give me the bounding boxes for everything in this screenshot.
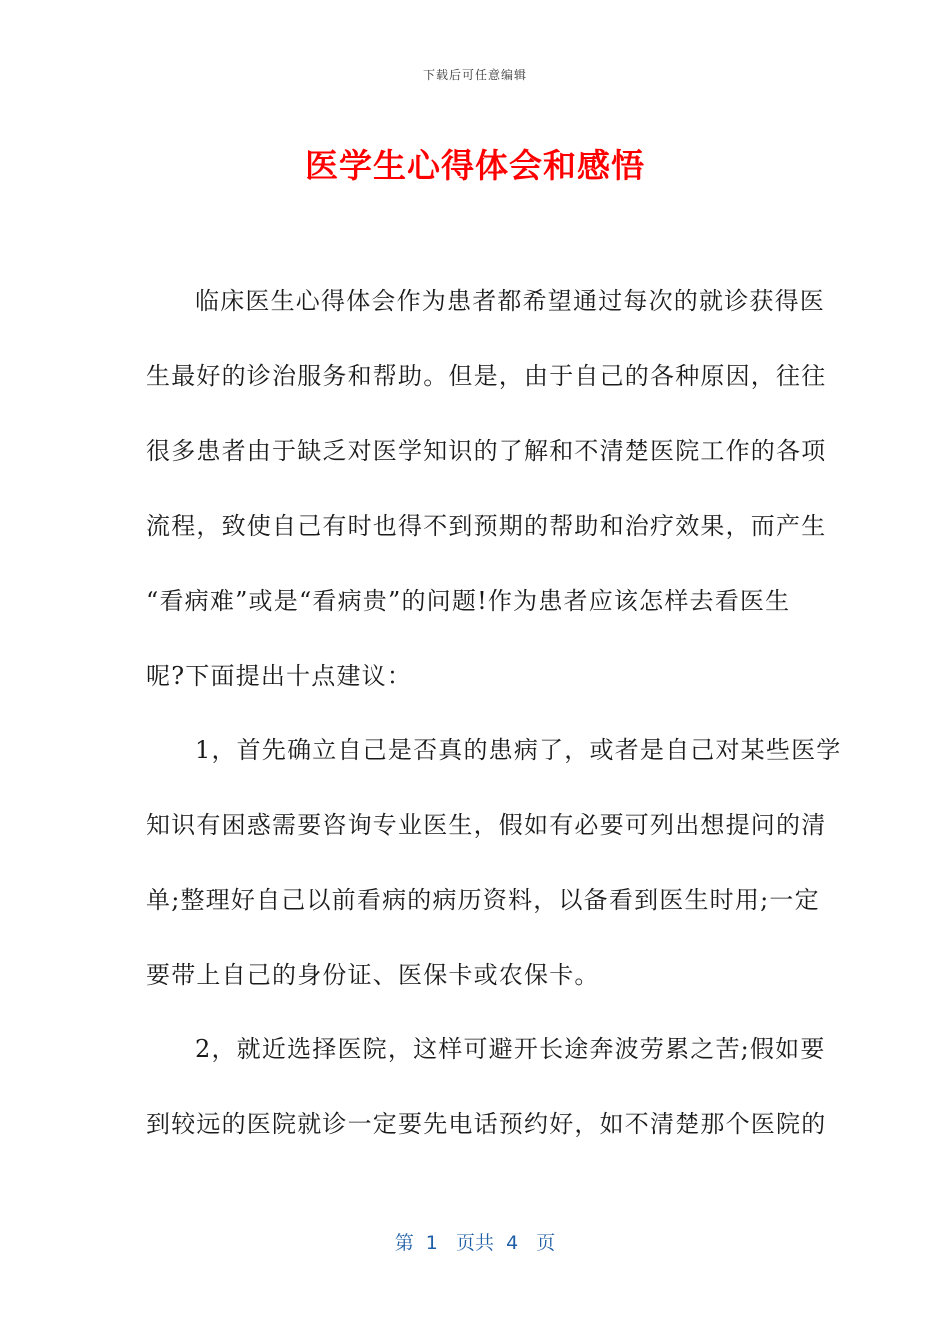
body-line-8: 知识有困惑需要咨询专业医生，假如有必要可列出想提问的清 [146,811,827,839]
body-line-10: 要带上自己的身份证、医保卡或农保卡。 [146,961,600,989]
body-line-4: 流程，致使自己有时也得不到预期的帮助和治疗效果，而产生 [146,512,827,540]
body-line-7: 1，首先确立自己是否真的患病了，或者是自己对某些医学 [195,736,842,764]
body-line-3: 很多患者由于缺乏对医学知识的了解和不清楚医院工作的各项 [146,437,827,465]
document-title: 医学生心得体会和感悟 [305,146,645,185]
page-footer: 第 1 页共 4 页 [394,1232,556,1254]
body-line-12: 到较远的医院就诊一定要先电话预约好，如不清楚那个医院的 [146,1110,827,1138]
body-line-2: 生最好的诊治服务和帮助。但是，由于自己的各种原因，往往 [146,362,827,390]
body-line-11: 2，就近选择医院，这样可避开长途奔波劳累之苦;假如要 [195,1035,826,1063]
header-note: 下载后可任意编辑 [422,68,527,82]
body-line-9: 单;整理好自己以前看病的病历资料，以备看到医生时用;一定 [146,886,820,914]
body-line-6: 呢?下面提出十点建议： [146,662,413,690]
body-line-1: 临床医生心得体会作为患者都希望通过每次的就诊获得医 [195,287,825,315]
body-line-5: “看病难”或是“看病贵”的问题!作为患者应该怎样去看医生 [146,587,791,615]
